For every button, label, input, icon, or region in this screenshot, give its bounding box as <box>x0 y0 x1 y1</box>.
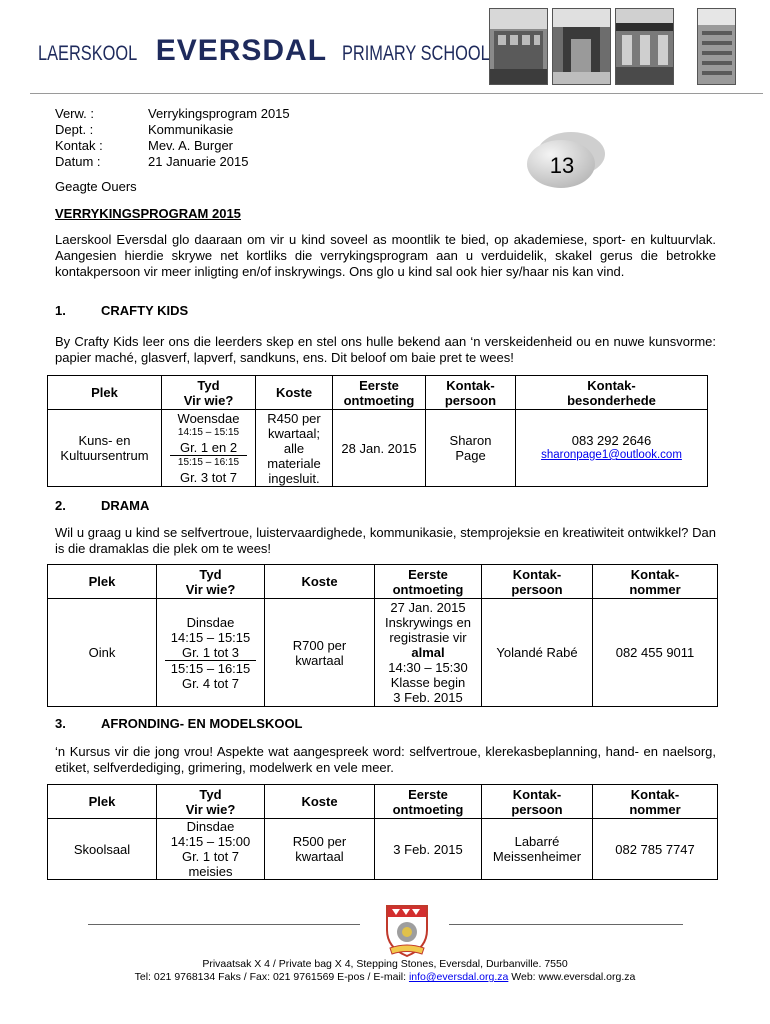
section-number: 2. <box>55 498 66 513</box>
meta-value: Kommunikasie <box>148 122 234 137</box>
email-link[interactable]: sharonpage1@outlook.com <box>541 449 682 461</box>
first-meeting-date: 27 Jan. 2015 <box>390 600 466 615</box>
section-3-text: ‘n Kursus vir die jong vrou! Aspekte wat aangespreek word: selfvertroue, klerekasbeplanning, hand- en naelsorg, etiket, selfverdediging, grimering, modelwerk en vele meer. <box>55 744 716 775</box>
time-day: Dinsdae <box>186 614 235 630</box>
header-cost: Koste <box>265 785 375 819</box>
time-slot-1: 14:15 – 15:15 <box>177 427 240 438</box>
meta-row-ref <box>55 106 290 122</box>
section-1-text: By Crafty Kids leer ons die leerders skep en stel ons hulle bekend aan ‘n verskeidenheid ou en nuwe kunsvorme: papier maché, glasverf, lapverf, sandkuns, ens. Dit beloof om baie pret te wees! <box>55 334 716 365</box>
school-name-right: PRIMARY SCHOOL <box>341 42 490 65</box>
time-slot-2: 15:15 – 16:15 <box>170 660 251 676</box>
section-2-text: Wil u graag u kind se selfvertroue, luistervaardighede, kommunikasie, stemprojeksie en kreatiwiteit ontwikkel? Dan is die dramaklas die plek om te wees! <box>55 525 716 556</box>
section-title: DRAMA <box>101 498 150 513</box>
place-cell: Oink <box>48 599 157 707</box>
contact-person-cell: Sharon Page <box>426 410 516 487</box>
contact-number-cell: 082 785 7747 <box>593 819 718 880</box>
school-building-photo <box>489 8 548 85</box>
header-first-meeting: Eerste ontmoeting <box>375 785 482 819</box>
header-cost: Koste <box>256 376 333 410</box>
school-stairs-photo <box>697 8 736 85</box>
school-courtyard-photo <box>615 8 674 85</box>
cost-cell: R450 per kwartaal; alle materiale ingesluit. <box>256 410 333 487</box>
header-contact-details: Kontak- besonderhede <box>516 376 708 410</box>
grade-group-2: Gr. 4 tot 7 <box>181 675 240 691</box>
meta-key: Dept. : <box>55 122 94 137</box>
registration-note: Inskrywings en registrasie vir <box>385 615 471 645</box>
meta-value: 21 Januarie 2015 <box>148 154 249 169</box>
footer-web: Web: www.eversdal.org.za <box>508 971 636 983</box>
time-slot-2: 15:15 – 16:15 <box>177 457 240 468</box>
number-badge: 13 <box>549 153 575 178</box>
header-contact-number: Kontak- nommer <box>593 565 718 599</box>
header-contact-person: Kontak- persoon <box>426 376 516 410</box>
meta-key: Kontak : <box>55 138 103 153</box>
footer-contact <box>0 970 770 984</box>
greeting: Geagte Ouers <box>55 179 137 194</box>
header-place: Plek <box>48 376 162 410</box>
header-place: Plek <box>48 785 157 819</box>
header-first-meeting: Eerste ontmoeting <box>333 376 426 410</box>
header-first-meeting: Eerste ontmoeting <box>375 565 482 599</box>
school-crest-icon <box>382 902 432 958</box>
footer-email-link[interactable]: info@eversdal.org.za <box>408 971 509 983</box>
first-meeting-cell: 3 Feb. 2015 <box>375 819 482 880</box>
registration-time: 14:30 – 15:30 <box>388 660 468 675</box>
header-contact-number: Kontak- nommer <box>593 785 718 819</box>
letter-meta <box>55 106 290 170</box>
meta-value: Verrykingsprogram 2015 <box>148 106 290 121</box>
document-title: VERRYKINGSPROGRAM 2015 <box>55 206 241 221</box>
header-time: Tyd Vir wie? <box>157 565 265 599</box>
time-slot-1: 14:15 – 15:15 <box>170 629 251 645</box>
grade-group-2: Gr. 3 tot 7 <box>179 470 238 485</box>
contact-number-cell: 082 455 9011 <box>593 599 718 707</box>
contact-person-cell: Labarré Meissenheimer <box>482 819 593 880</box>
footer-divider-left <box>88 924 360 925</box>
time-cell <box>162 410 256 487</box>
intro-paragraph: Laerskool Eversdal glo daaraan om vir u kind soveel as moontlik te bied, op akademiese, sport- en kultuurvlak. Aangesien hierdie skrywe net kortliks die verrykingsprogram aan u verduidelik, skakel gerus die betrokke kontakpersoon vir meer inligting en/of inskrywings. Ons glo u kind sal ook hier sy/haar nis kan vind. <box>55 232 716 279</box>
meta-value: Mev. A. Burger <box>148 138 234 153</box>
footer-divider-right <box>449 924 683 925</box>
place-cell: Kuns- en Kultuursentrum <box>48 410 162 487</box>
time-day: Woensdae <box>177 411 240 426</box>
footer-phone-fax: Tel: 021 9768134 Faks / Fax: 021 9761569 E-pos / E-mail: <box>134 971 409 983</box>
cost-cell: R500 per kwartaal <box>265 819 375 880</box>
contact-details-cell <box>516 410 708 487</box>
section-3-heading <box>55 716 303 731</box>
section-2-heading <box>55 498 149 513</box>
contact-person-cell: Yolandé Rabé <box>482 599 593 707</box>
phone-number: 083 292 2646 <box>571 433 652 448</box>
first-meeting-cell: 28 Jan. 2015 <box>333 410 426 487</box>
section-title: AFRONDING- EN MODELSKOOL <box>101 716 303 731</box>
school-name <box>38 34 531 68</box>
school-entrance-photo <box>552 8 611 85</box>
header-cost: Koste <box>265 565 375 599</box>
header-divider <box>30 93 763 94</box>
grade-group-1: Gr. 1 tot 3 <box>165 645 256 661</box>
header-time: Tyd Vir wie? <box>157 785 265 819</box>
section-title: CRAFTY KIDS <box>101 303 189 318</box>
first-meeting-cell <box>375 599 482 707</box>
meta-row-contact <box>55 138 290 154</box>
place-cell: Skoolsaal <box>48 819 157 880</box>
time-cell <box>157 599 265 707</box>
meta-row-date <box>55 154 290 170</box>
registration-everyone: almal <box>411 645 445 660</box>
section-number: 3. <box>55 716 66 731</box>
meta-row-dept <box>55 122 290 138</box>
section-1-heading <box>55 303 188 318</box>
finishing-school-table <box>47 784 718 880</box>
drama-table <box>47 564 718 707</box>
meta-key: Datum : <box>55 154 101 169</box>
meta-key: Verw. : <box>55 106 95 121</box>
school-name-left: LAERSKOOL <box>38 42 138 65</box>
time-cell: Dinsdae 14:15 – 15:00 Gr. 1 tot 7 meisies <box>157 819 265 880</box>
header-time: Tyd Vir wie? <box>162 376 256 410</box>
grade-group-1: Gr. 1 en 2 <box>170 440 247 456</box>
classes-start-label: Klasse begin <box>390 675 466 690</box>
header-contact-person: Kontak- persoon <box>482 785 593 819</box>
section-number: 1. <box>55 303 66 318</box>
crafty-kids-table <box>47 375 708 487</box>
header-place: Plek <box>48 565 157 599</box>
classes-start-date: 3 Feb. 2015 <box>393 690 463 705</box>
school-name-main: EVERSDAL <box>155 34 328 67</box>
cost-cell: R700 per kwartaal <box>265 599 375 707</box>
header-contact-person: Kontak- persoon <box>482 565 593 599</box>
footer-address: Privaatsak X 4 / Private bag X 4, Stepping Stones, Eversdal, Durbanville. 7550 <box>202 958 568 970</box>
